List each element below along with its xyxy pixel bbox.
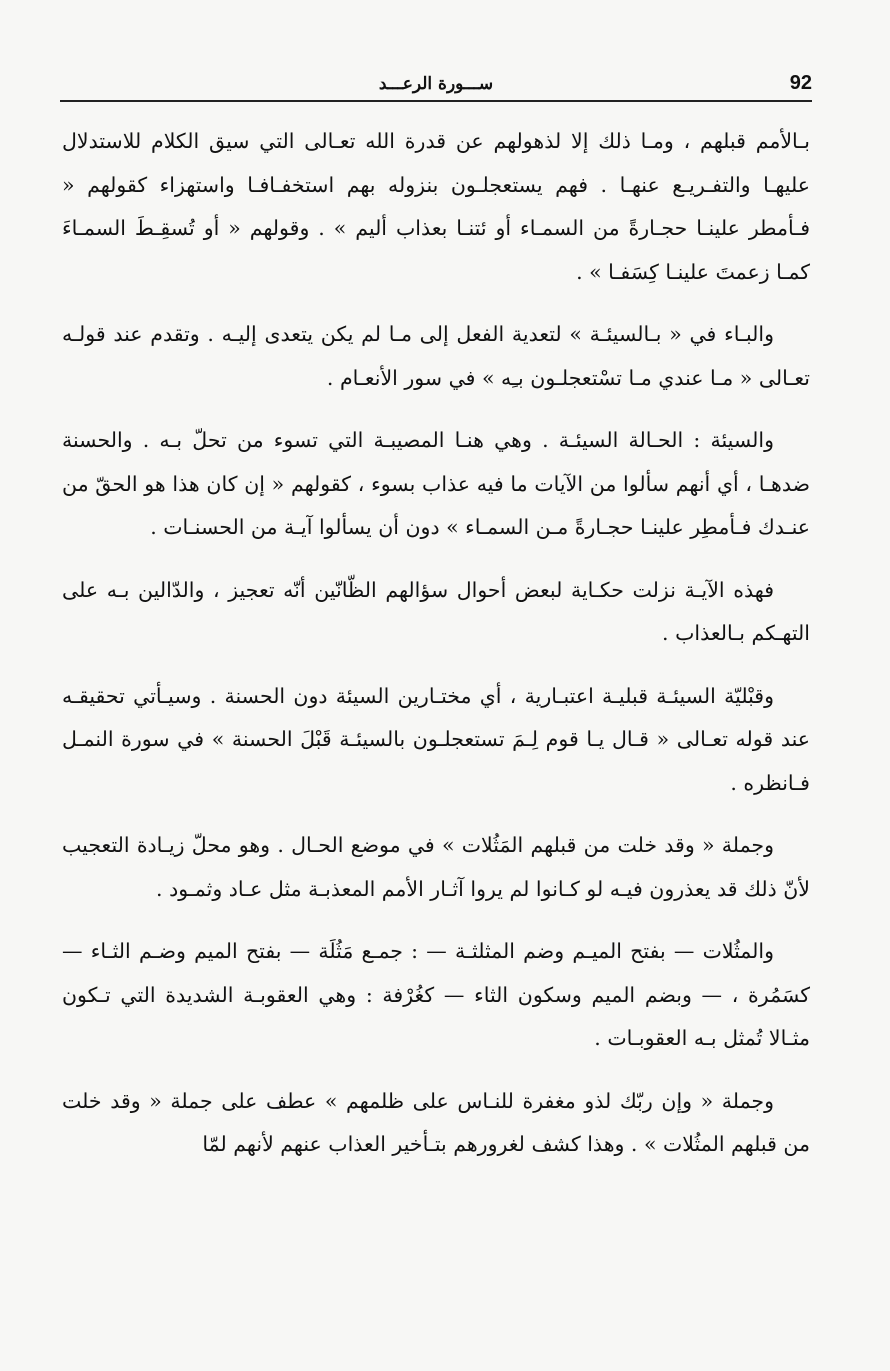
page-body	[62, 120, 810, 1186]
running-title: ســـورة الرعـــد	[378, 74, 494, 94]
paragraph: والسيئة : الحـالة السيئـة . وهي هنـا المصيبـة التي تسوء من تحلّ بـه . والحسنة ضدهـا ، أي أنهم سألوا من الآيات ما فيه عذاب بسوء ، كقولهم « إن كان هذا هو الحقّ من عنـدك فـأمطِر علينـا حجـارةً مـن السمـاء » دون أن يسألوا آيـة من الحسنـات .	[62, 428, 810, 539]
header-rule	[60, 100, 812, 102]
paragraph: فهذه الآيـة نزلت حكـاية لبعض أحوال سؤالهم الظّانّين أنّه تعجيز ، والدّالين بـه على التهـكم بـالعذاب .	[62, 577, 810, 645]
page-header	[60, 66, 812, 100]
paragraph: وجملة « وقد خلت من قبلهم المَثُلات » في موضع الحـال . وهو محلّ زيـادة التعجيب لأنّ ذلك قد يعذرون فيـه لو كـانوا لم يروا آثـار الأمم المعذبـة مثل عـاد وثمـود .	[62, 833, 810, 901]
paragraph: بـالأمم قبلهم ، ومـا ذلك إلا لذهولهم عن قدرة الله تعـالى التي سيق الكلام للاستدلال عليهـا والتفـريـع عنهـا . فهم يستعجلـون بنزوله بهم استخفـافـا واستهزاء كقولهم « فـأمطر علينـا حجـارةً من السمـاء أو ئتنـا بعذاب أليم » . وقولهم « أو تُسقِـطَ السمـاءَ كمـا زعمتَ علينـا كِسَفـا » .	[62, 129, 810, 284]
paragraph: والبـاء في « بـالسيئـة » لتعدية الفعل إلى مـا لم يكن يتعدى إليـه . وتقدم عند قولـه تعـالى « مـا عندي مـا تسْتعجلـون بـِه » في سور الأنعـام .	[62, 322, 810, 390]
paragraph: والمثُلات — بفتح الميـم وضم المثلثـة — : جمـع مَثُلَة — بفتح الميم وضـم الثـاء — كسَمُرة ، — وبضم الميم وسكون الثاء — كغُرْفة : وهي العقوبـة الشديدة التي تـكون مثـالا تُمثل بـه العقوبـات .	[62, 939, 810, 1050]
paragraph: وجملة « وإن ربّك لذو مغفرة للنـاس على ظلمهم » عطف على جملة « وقد خلت من قبلهم المثُلات » . وهذا كشف لغرورهم بتـأخير العذاب عنهم لأنهم لمّا	[62, 1088, 810, 1156]
page-number: 92	[789, 72, 812, 94]
paragraph: وقبْليّة السيئـة قبليـة اعتبـارية ، أي مختـارين السيئة دون الحسنة . وسيـأتي تحقيقـه عند قوله تعـالى « قـال يـا قوم لِـمَ تستعجلـون بالسيئـة قَبْلَ الحسنة » في سورة النمـل فـانظره .	[62, 683, 810, 795]
